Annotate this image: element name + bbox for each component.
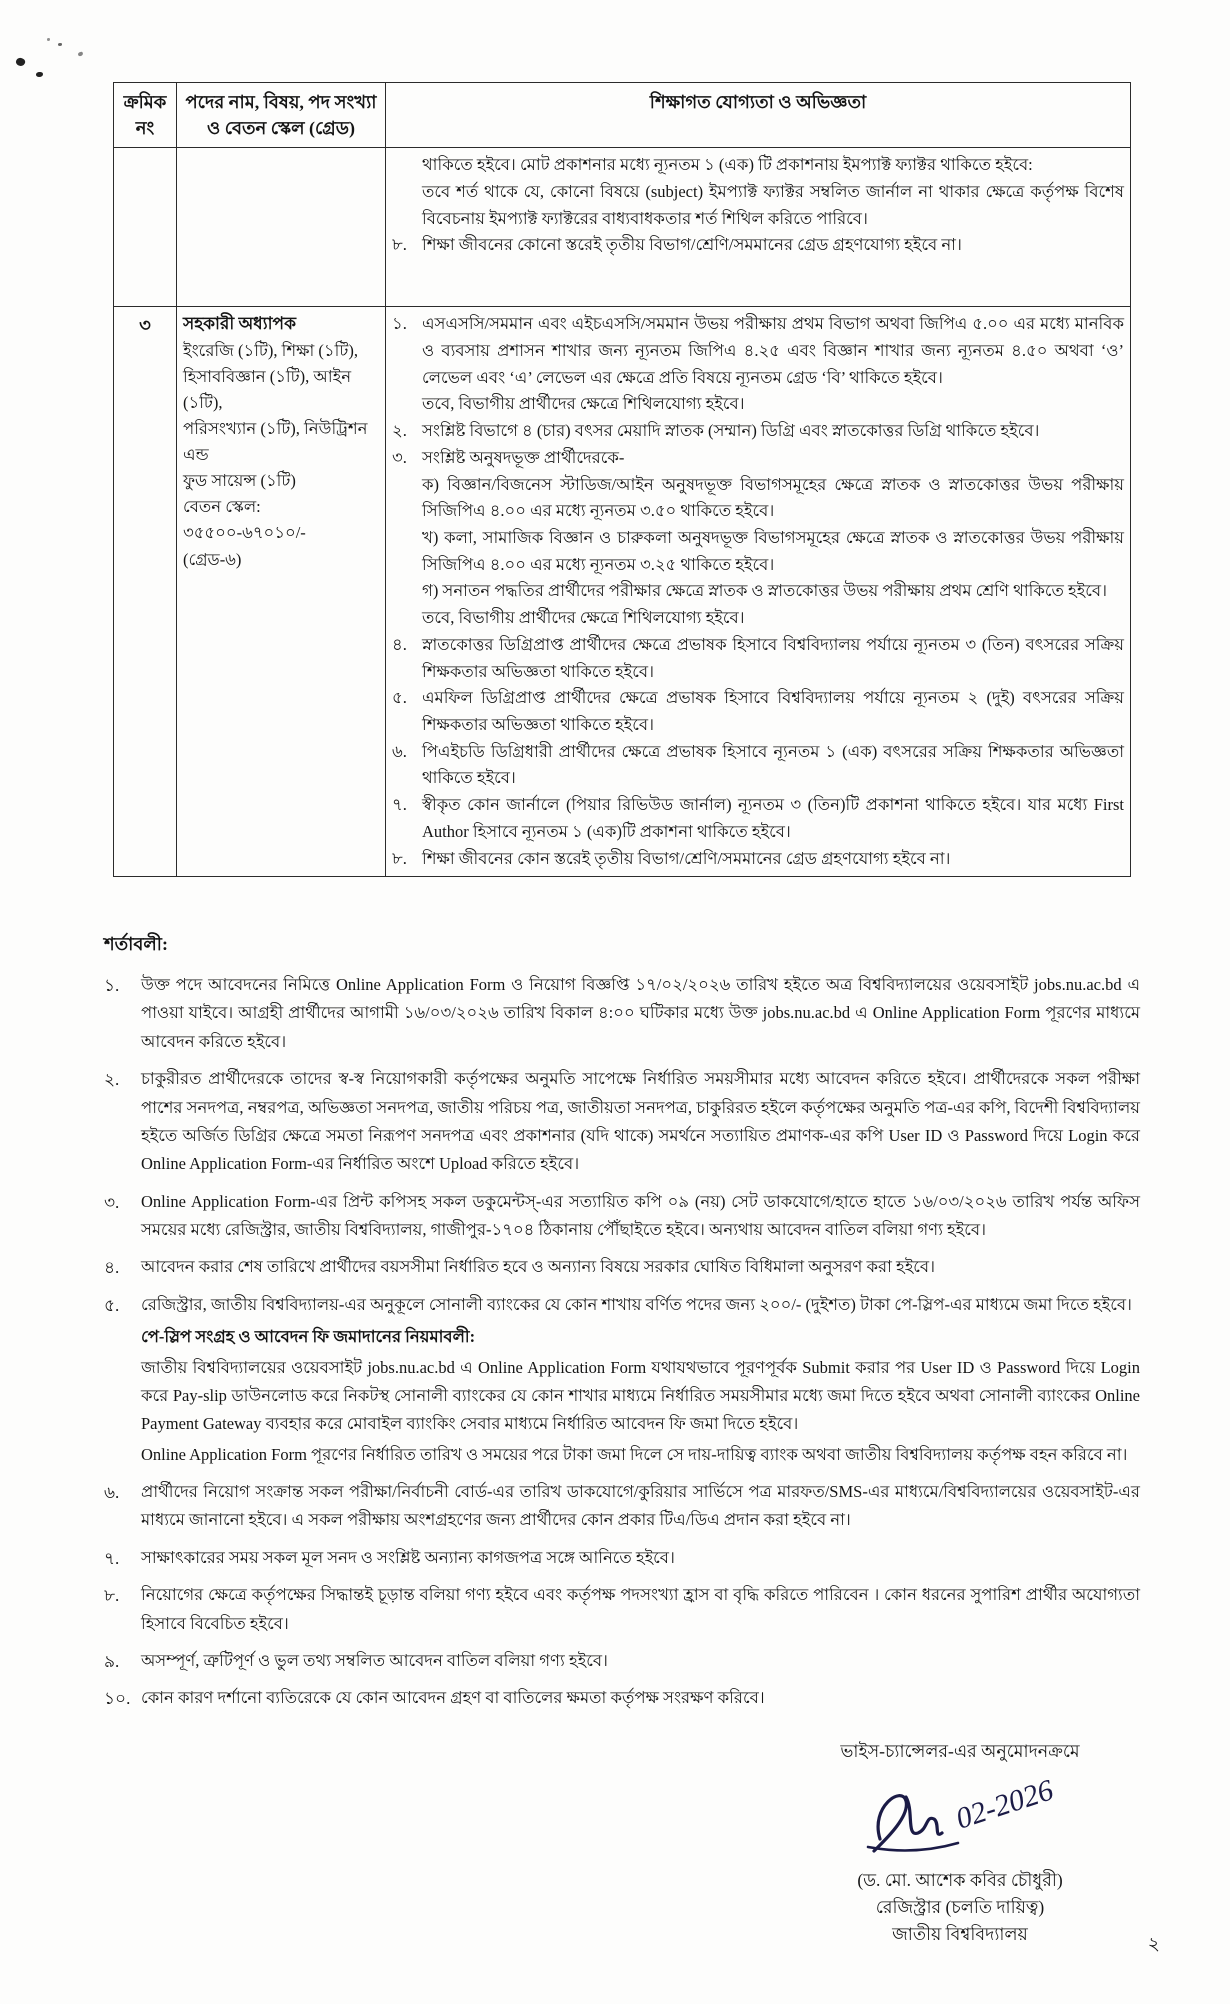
post-cell [177, 148, 386, 307]
qualification-item [392, 846, 1124, 873]
condition-item [104, 1684, 1140, 1714]
position-line: ইংরেজি (১টি), শিক্ষা (১টি), [183, 341, 358, 361]
ink-speck [78, 51, 84, 56]
header-serial: ক্রমিক নং [114, 83, 177, 148]
condition-body [141, 1478, 1140, 1537]
condition-item [104, 1544, 1140, 1574]
ink-speck [36, 72, 43, 77]
condition-item [104, 971, 1140, 1058]
condition-number: ১. [104, 976, 120, 995]
condition-body [141, 1253, 1140, 1283]
condition-number: ১০. [104, 1689, 131, 1709]
condition-paragraph: চাকুরীরত প্রার্থীদেরকে তাদের স্ব-স্ব নিয়োগকারী কর্তৃপক্ষের অনুমতি সাপেক্ষে নির্ধারিত সময়সীমার মধ্যে আবেদন করিতে হইবে। প্রার্থীদেরকে সকল পরীক্ষা পাশের সনদপত্র, নম্বরপত্র, অভিজ্ঞতা সনদপত্র, জাতীয় পরিচয় পত্র, জাতীয়তা সনদপত্র, চাকুরিরত হইলে কর্তৃপক্ষের অনুমতি পত্র-এর কপি, বিদেশী বিশ্ববিদ্যালয় হইতে অর্জিত ডিগ্রির ক্ষেত্রে সমতা নিরূপণ সনদপত্র এবং প্রকাশনার (যদি থাকে) সমর্থনে সত্যায়িত প্রমাণক-এর কপি User ID ও Password দিয়ে Login করে Online Application Form-এর নির্ধারিত অংশে Upload করিতে হইবে। [141, 1069, 1140, 1174]
qualification-number: ৭. [392, 795, 407, 815]
page-number: ২ [1147, 1934, 1160, 1955]
position-title: সহকারী অধ্যাপক [183, 314, 296, 334]
qualification-item [392, 232, 1124, 259]
condition-number: ৩. [104, 1192, 120, 1212]
condition-paragraph: প্রার্থীদের নিয়োগ সংক্রান্ত সকল পরীক্ষা/নির্বাচনী বোর্ড-এর তারিখ ডাকযোগে/কুরিয়ার সার্ভিসে পত্র মারফত/SMS-এর মাধ্যমে/বিশ্ববিদ্যালয়ের ওয়েবসাইট-এর মাধ্যমে জানানো হইবে। এ সকল পরীক্ষায় অংশগ্রহণের জন্য প্রার্থীদের কোন প্রকার টিএ/ডিএ প্রদান করা হইবে না। [141, 1482, 1140, 1530]
condition-body [141, 1544, 1140, 1574]
post-requirements-table [113, 82, 1131, 877]
signature-block [810, 1738, 1110, 1949]
condition-paragraph: আবেদন করার শেষ তারিখে প্রার্থীদের বয়সসীমা নির্ধারিত হবে ও অন্যান্য বিষয়ে সরকার ঘোষিত বিধিমালা অনুসরণ করা হইবে। [141, 1257, 935, 1277]
condition-paragraph: নিয়োগের ক্ষেত্রে কর্তৃপক্ষের সিদ্ধান্তই চূড়ান্ত বলিয়া গণ্য হইবে এবং কর্তৃপক্ষ পদসংখ্যা হ্রাস বা বৃদ্ধি করিতে পারিবেন । কোন ধরনের সুপারিশ প্রার্থীর অযোগ্যতা হিসাবে বিবেচিত হইবে। [141, 1585, 1140, 1633]
table-header-row [114, 83, 1131, 148]
position-line: হিসাববিজ্ঞান (১টি), আইন (১টি), [183, 367, 352, 413]
qualification-cell [386, 307, 1131, 877]
condition-paragraph: উক্ত পদে আবেদনের নিমিত্তে Online Application Form ও নিয়োগ বিজ্ঞপ্তি ১৭/০২/২০২৬ তারিখ হইতে অত্র বিশ্ববিদ্যালয়ের ওয়েবসাইট jobs.nu.ac.bd এ পাওয়া যাইবে। আগ্রহী প্রার্থীদের আগামী ১৬/০৩/২০২৬ তারিখ বিকাল ৪:০০ ঘটিকার মধ্যে উক্ত jobs.nu.ac.bd এ Online Application Form পূরণের মাধ্যমে আবেদন করিতে হইবে। [141, 975, 1140, 1051]
position-line: বেতন স্কেল: ৩৫৫০০-৬৭০১০/- [183, 497, 306, 543]
condition-item [104, 1188, 1140, 1247]
condition-number: ৭. [104, 1548, 120, 1568]
qualification-text: স্নাতকোত্তর ডিগ্রিপ্রাপ্ত প্রার্থীদের ক্ষেত্রে প্রভাষক হিসাবে বিশ্ববিদ্যালয় পর্যায়ে ন্যূনতম ৩ (তিন) বৎসরের সক্রিয় শিক্ষকতার অভিজ্ঞতা থাকিতে হইবে। [422, 634, 1124, 681]
qualification-item [392, 632, 1124, 685]
qualification-text: সংশ্লিষ্ট বিভাগে ৪ (চার) বৎসর মেয়াদি স্নাতক (সম্মান) ডিগ্রি এবং স্নাতকোত্তর ডিগ্রি থাকিতে হইবে। [422, 421, 1040, 441]
serial-cell: ৩ [114, 307, 177, 877]
qualification-item [392, 311, 1124, 391]
condition-item [104, 1253, 1140, 1283]
condition-number: ৮. [104, 1586, 120, 1606]
qualification-text: গ) সনাতন পদ্ধতির প্রার্থীদের পরীক্ষার ক্ষেত্রে স্নাতক ও স্নাতকোত্তর উভয় পরীক্ষায় প্রথম শ্রেণি থাকিতে হইবে। [422, 581, 1107, 601]
signatory-title: রেজিস্ট্রার (চলতি দায়িত্ব) [875, 1897, 1045, 1918]
qualification-text: সংশ্লিষ্ট অনুষদভূক্ত প্রার্থীদেরকে- [422, 447, 625, 467]
qualification-item [422, 578, 1124, 605]
qualification-text: পিএইচডি ডিগ্রিধারী প্রার্থীদের ক্ষেত্রে প্রভাষক হিসাবে ন্যূনতম ১ (এক) বৎসরের সক্রিয় শিক্ষকতার অভিজ্ঞতা থাকিতে হইবে। [422, 741, 1124, 788]
qualification-text: স্বীকৃত কোন জার্নালে (পিয়ার রিভিউড জার্নাল) ন্যূনতম ৩ (তিন)টি প্রকাশনা থাকিতে হইবে। যার মধ্যে First Author হিসাবে ন্যূনতম ১ (এক)টি প্রকাশনা থাকিতে হইবে। [422, 795, 1124, 841]
condition-subheading: পে-স্লিপ সংগ্রহ ও আবেদন ফি জমাদানের নিয়মাবলী: [141, 1327, 476, 1347]
condition-paragraph: অসম্পূর্ণ, ত্রুটিপূর্ণ ও ভুল তথ্য সম্বলিত আবেদন বাতিল বলিয়া গণ্য হইবে। [141, 1650, 608, 1670]
qualification-item [392, 685, 1124, 738]
condition-item [104, 1291, 1140, 1471]
condition-number: ৪. [104, 1258, 120, 1278]
condition-item [104, 1478, 1140, 1537]
qualification-text: শিক্ষা জীবনের কোন স্তরেই তৃতীয় বিভাগ/শ্রেণি/সমমানের গ্রেড গ্রহণযোগ্য হইবে না। [422, 848, 951, 868]
qualification-cell [386, 148, 1131, 307]
qualification-item [422, 605, 1124, 632]
qualification-text: খ) কলা, সামাজিক বিজ্ঞান ও চারুকলা অনুষদভূক্ত বিভাগসমূহের ক্ষেত্রে স্নাতক ও স্নাতকোত্তর উভয় পরীক্ষায় সিজিপিএ ৪.০০ এর মধ্যে ন্যূনতম ৩.২৫ থাকিতে হইবে। [422, 527, 1124, 574]
condition-body [141, 1684, 1140, 1714]
handwritten-signature [810, 1767, 1110, 1871]
table-row [114, 307, 1131, 877]
qualification-item [392, 445, 1124, 472]
condition-body [141, 1188, 1140, 1247]
header-post: পদের নাম, বিষয়, পদ সংখ্যা ও বেতন স্কেল (গ্রেড) [177, 83, 386, 148]
qualification-text: তবে, বিভাগীয় প্রার্থীদের ক্ষেত্রে শিথিলযোগ্য হইবে। [422, 394, 745, 414]
qualification-number: ৮. [392, 235, 407, 255]
conditions-heading: শর্তাবলী: [104, 934, 168, 954]
condition-item [104, 1647, 1140, 1677]
conditions-list [104, 971, 1140, 1715]
qualification-number: ১. [392, 314, 407, 334]
qualification-text: তবে শর্ত থাকে যে, কোনো বিষয়ে (subject) ইমপ্যাক্ট ফ্যাক্টর সম্বলিত জার্নাল না থাকার ক্ষেত্রে কর্তৃপক্ষ বিশেষ বিবেচনায় ইমপ্যাক্ট ফ্যাক্টরের বাধ্যবাধকতার শর্ত শিথিল করিতে পারিবে। [422, 181, 1124, 228]
ink-speck [58, 43, 62, 46]
condition-number: ৬. [104, 1483, 120, 1502]
approval-line: ভাইস-চ্যান্সেলর-এর অনুমোদনক্রমে [840, 1741, 1080, 1761]
condition-paragraph: কোন কারণ দর্শানো ব্যতিরেকে যে কোন আবেদন গ্রহণ বা বাতিলের ক্ষমতা কর্তৃপক্ষ সংরক্ষণ করিবে। [141, 1688, 765, 1708]
header-qualification: শিক্ষাগত যোগ্যতা ও অভিজ্ঞতা [386, 83, 1131, 148]
signatory-name: (ড. মো. আশেক কবির চৌধুরী) [857, 1870, 1063, 1891]
qualification-number: ২. [392, 421, 407, 441]
ink-speck [47, 38, 50, 41]
condition-item [104, 1581, 1140, 1640]
qualification-text: ক) বিজ্ঞান/বিজনেস স্টাডিজ/আইন অনুষদভূক্ত বিভাগসমূহের ক্ষেত্রে স্নাতক ও স্নাতকোত্তর উভয় পরীক্ষায় সিজিপিএ ৪.০০ এর মধ্যে ন্যূনতম ৩.৫০ থাকিতে হইবে। [422, 474, 1124, 521]
condition-number: ৫. [104, 1295, 120, 1315]
position-line: (গ্রেড-৬) [183, 549, 242, 569]
qualification-number: ৩. [392, 447, 407, 467]
post-cell [177, 307, 386, 877]
table-row [114, 148, 1131, 307]
qualification-item [422, 525, 1124, 578]
qualification-item [392, 418, 1124, 445]
qualification-number: ৫. [392, 688, 407, 708]
condition-body [141, 1065, 1140, 1181]
condition-paragraph: জাতীয় বিশ্ববিদ্যালয়ের ওয়েবসাইট jobs.nu.ac.bd এ Online Application Form যথাযথভাবে পূরণপূর্বক Submit করার পর User ID ও Password দিয়ে Login করে Pay-slip ডাউনলোড করে নিকটস্থ সোনালী ব্যাংকের যে কোন শাখার মাধ্যমে নির্ধারিত সময়সীমার মধ্যে জমা দিতে হইবে অথবা সোনালী ব্যাংকের Online Payment Gateway ব্যবহার করে মোবাইল ব্যাংকিং সেবার মাধ্যমে নির্ধারিত আবেদন ফি জমা দিতে হইবে। [141, 1357, 1140, 1434]
qualification-text: এসএসসি/সমমান এবং এইচএসসি/সমমান উভয় পরীক্ষায় প্রথম বিভাগ অথবা জিপিএ ৫.০০ এর মধ্যে মানবিক ও ব্যবসায় প্রশাসন শাখার জন্য ন্যূনতম জিপিএ ৪.২৫ এবং বিজ্ঞান শাখার জন্য ন্যূনতম ৪.৫০ অথবা ‘ও’ লেভেল এবং ‘এ’ লেভেল এর ক্ষেত্রে প্রতি বিষয়ে ন্যূনতম গ্রেড ‘বি’ থাকিতে হইবে। [422, 314, 1124, 387]
condition-number: ৯. [104, 1651, 120, 1671]
qualification-text: শিক্ষা জীবনের কোনো স্তরেই তৃতীয় বিভাগ/শ্রেণি/সমমানের গ্রেড গ্রহণযোগ্য হইবে না। [422, 235, 962, 255]
qualification-text: এমফিল ডিগ্রিপ্রাপ্ত প্রার্থীদের ক্ষেত্রে প্রভাষক হিসাবে বিশ্ববিদ্যালয় পর্যায়ে ন্যূনতম ২ (দুই) বৎসরের সক্রিয় শিক্ষকতার অভিজ্ঞতা থাকিতে হইবে। [422, 688, 1124, 734]
condition-paragraph: Online Application Form পূরণের নির্ধারিত তারিখ ও সময়ের পরে টাকা জমা দিলে সে দায়-দায়িত্ব ব্যাংক অথবা জাতীয় বিশ্ববিদ্যালয় কর্তৃপক্ষ বহন করিবে না। [141, 1444, 1128, 1464]
condition-item [104, 1065, 1140, 1181]
qualification-item [422, 391, 1124, 418]
position-line: পরিসংখ্যান (১টি), নিউট্রিশন এন্ড [183, 419, 368, 465]
qualification-item [422, 472, 1124, 525]
qualification-item [422, 179, 1124, 232]
qualification-item [392, 739, 1124, 792]
qualification-number: ৬. [392, 741, 407, 761]
condition-paragraph: সাক্ষাৎকারের সময় সকল মূল সনদ ও সংশ্লিষ্ট অন্যান্য কাগজপত্র সঙ্গে আনিতে হইবে। [141, 1547, 675, 1567]
qualification-number: ৮. [392, 848, 407, 868]
condition-paragraph: Online Application Form-এর প্রিন্ট কপিসহ সকল ডকুমেন্টস্-এর সত্যায়িত কপি ০৯ (নয়) সেট ডাকযোগে/হাতে হাতে ১৬/০৩/২০২৬ তারিখ পর্যন্ত অফিস সময়ের মধ্যে রেজিস্ট্রার, জাতীয় বিশ্ববিদ্যালয়, গাজীপুর-১৭০৪ ঠিকানায় পৌঁছাইতে হইবে। অন্যথায় আবেদন বাতিল বলিয়া গণ্য হইবে। [141, 1191, 1140, 1239]
signature-date: 02-2026 [951, 1773, 1058, 1836]
condition-body [141, 1291, 1140, 1471]
qualification-number: ৪. [392, 634, 407, 654]
position-line: ফুড সায়েন্স (১টি) [183, 471, 296, 491]
qualification-text: তবে, বিভাগীয় প্রার্থীদের ক্ষেত্রে শিথিলযোগ্য হইবে। [422, 608, 745, 628]
conditions-section [104, 930, 1140, 1722]
signatory-org: জাতীয় বিশ্ববিদ্যালয় [892, 1924, 1028, 1945]
qualification-item [392, 792, 1124, 845]
qualification-item [422, 152, 1124, 179]
condition-body [141, 1581, 1140, 1640]
serial-cell [114, 148, 177, 307]
qualification-text: থাকিতে হইবে। মোট প্রকাশনার মধ্যে ন্যূনতম ১ (এক) টি প্রকাশনায় ইমপ্যাক্ট ফ্যাক্টর থাকিতে হইবে: [422, 155, 1033, 175]
condition-body [141, 971, 1140, 1058]
condition-body [141, 1647, 1140, 1677]
condition-paragraph: রেজিস্ট্রার, জাতীয় বিশ্ববিদ্যালয়-এর অনুকূলে সোনালী ব্যাংকের যে কোন শাখায় বর্ণিত পদের জন্য ২০০/- (দুইশত) টাকা পে-স্লিপ-এর মাধ্যমে জমা দিতে হইবে। [141, 1294, 1132, 1314]
condition-number: ২. [104, 1070, 120, 1090]
ink-speck [15, 56, 27, 67]
